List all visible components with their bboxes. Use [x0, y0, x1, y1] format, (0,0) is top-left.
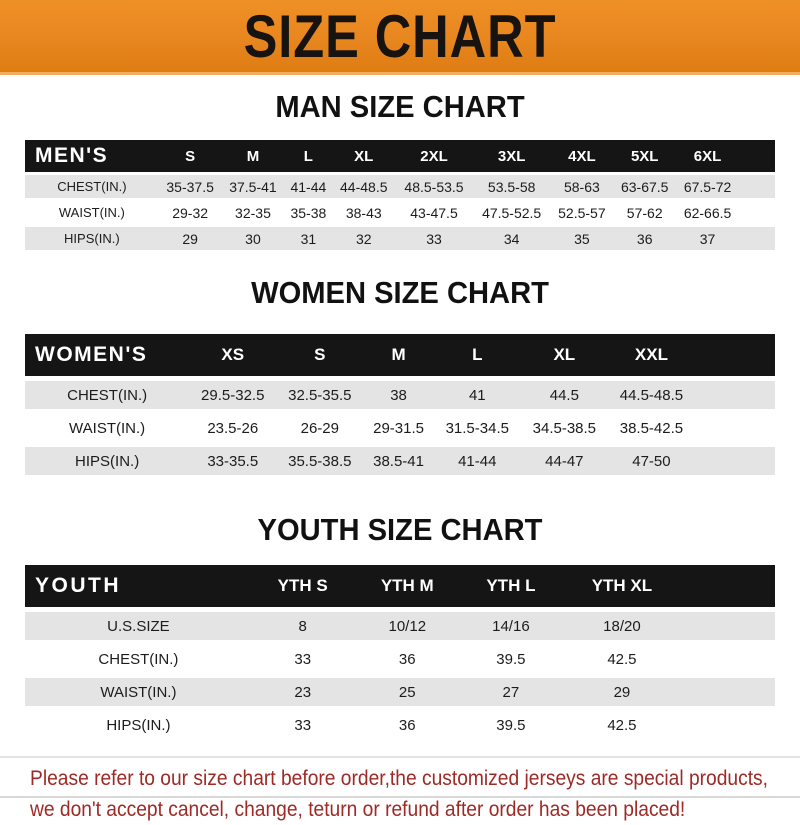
size-value-cell: 47-50 [632, 452, 671, 470]
size-value-cell: 53.5-58 [487, 178, 536, 195]
women-section-heading: WOMEN SIZE CHART [251, 275, 549, 310]
page-title: SIZE CHART [243, 1, 557, 71]
size-value-cell: 30 [245, 230, 261, 247]
size-column-header: YTH XL [561, 565, 683, 607]
size-table-row [25, 711, 775, 739]
row-label: CHEST(IN.) [67, 386, 148, 404]
row-label: U.S.SIZE [107, 617, 170, 635]
size-table-header-row [25, 140, 775, 172]
size-value-cell: 14/16 [492, 617, 530, 635]
size-value-cell: 57-62 [626, 204, 663, 221]
size-value-cell: 35.5-38.5 [288, 452, 352, 470]
filler-cell [683, 645, 775, 673]
filler-cell [695, 414, 775, 442]
size-column-header: M [222, 140, 285, 172]
size-value-cell: 37.5-41 [229, 178, 277, 195]
size-value-cell: 34.5-38.5 [532, 419, 597, 437]
size-value-cell: 41-44 [458, 452, 497, 470]
size-value-cell: 23.5-26 [207, 419, 259, 437]
size-table-row [25, 175, 775, 198]
filler-cell [739, 175, 775, 198]
filler-cell [695, 447, 775, 475]
size-column-header: 6XL [676, 140, 739, 172]
size-column-header: YTH M [354, 565, 461, 607]
size-value-cell: 41-44 [290, 178, 327, 195]
size-table-row [25, 414, 775, 442]
size-column-header: 4XL [550, 140, 613, 172]
size-value-cell: 67.5-72 [683, 178, 732, 195]
size-value-cell: 35-38 [290, 204, 327, 221]
filler-cell [739, 140, 775, 172]
banner [0, 0, 800, 75]
women-size-table [25, 329, 775, 480]
size-value-cell: 39.5 [496, 716, 526, 734]
size-column-header: XXL [608, 334, 695, 376]
size-value-cell: 47.5-52.5 [482, 204, 542, 221]
filler-cell [683, 711, 775, 739]
size-value-cell: 44.5-48.5 [619, 386, 684, 404]
disclaimer [0, 756, 800, 825]
size-table-row [25, 447, 775, 475]
row-label: HIPS(IN.) [106, 716, 171, 734]
section-men [0, 89, 800, 253]
size-value-cell: 37 [699, 230, 716, 247]
row-label: HIPS(IN.) [75, 452, 140, 470]
size-value-cell: 62-66.5 [683, 204, 732, 221]
size-column-header: S [276, 334, 363, 376]
size-value-cell: 35 [574, 230, 590, 247]
size-value-cell: 38.5-42.5 [619, 419, 684, 437]
size-value-cell: 35-37.5 [166, 178, 214, 195]
size-value-cell: 29 [182, 230, 198, 247]
size-table-row [25, 201, 775, 224]
size-value-cell: 58-63 [563, 178, 600, 195]
size-table-row [25, 678, 775, 706]
size-value-cell: 8 [298, 617, 307, 635]
size-value-cell: 33 [294, 650, 312, 668]
size-column-header: 2XL [395, 140, 473, 172]
row-label: CHEST(IN.) [98, 650, 179, 668]
bottom-edge-divider [0, 796, 800, 798]
row-label: WAIST(IN.) [100, 683, 177, 701]
size-value-cell: 34 [503, 230, 520, 247]
size-column-header: XL [521, 334, 608, 376]
size-value-cell: 31.5-34.5 [445, 419, 509, 437]
row-label: WAIST(IN.) [58, 205, 125, 220]
size-column-header: 5XL [613, 140, 676, 172]
size-value-cell: 33-35.5 [207, 452, 259, 470]
size-column-header: YTH S [252, 565, 354, 607]
size-table-row [25, 227, 775, 250]
size-column-header: S [159, 140, 222, 172]
filler-cell [695, 334, 775, 376]
size-value-cell: 36 [398, 650, 416, 668]
size-value-cell: 29-32 [172, 204, 209, 221]
disclaimer-line: Please refer to our size chart before order,the customized jerseys are special products, [30, 767, 769, 790]
table-corner-label: WOMEN'S [25, 334, 189, 376]
size-value-cell: 44-48.5 [340, 178, 388, 195]
section-youth [0, 512, 800, 744]
size-value-cell: 23 [294, 683, 312, 701]
filler-cell [739, 227, 775, 250]
size-column-header: M [363, 334, 433, 376]
size-value-cell: 38-43 [345, 204, 382, 221]
men-section-heading: MAN SIZE CHART [275, 89, 525, 124]
size-value-cell: 33 [294, 716, 312, 734]
disclaimer-line: we don't accept cancel, change, teturn or refund after order has been placed! [30, 798, 686, 821]
size-value-cell: 26-29 [300, 419, 339, 437]
filler-cell [739, 201, 775, 224]
size-value-cell: 38.5-41 [373, 452, 424, 470]
filler-cell [695, 381, 775, 409]
size-value-cell: 42.5 [607, 650, 637, 668]
size-value-cell: 36 [398, 716, 416, 734]
table-corner-label: MEN'S [25, 140, 159, 172]
size-value-cell: 48.5-53.5 [404, 178, 464, 195]
size-value-cell: 29-31.5 [373, 419, 424, 437]
size-value-cell: 44-47 [545, 452, 584, 470]
size-value-cell: 39.5 [496, 650, 526, 668]
filler-cell [683, 612, 775, 640]
size-value-cell: 38 [390, 386, 407, 404]
size-column-header: 3XL [473, 140, 551, 172]
size-table-row [25, 612, 775, 640]
size-value-cell: 36 [636, 230, 653, 247]
size-value-cell: 33 [426, 230, 442, 247]
size-value-cell: 32 [355, 230, 372, 247]
size-table-header-row [25, 334, 775, 376]
section-women [0, 275, 800, 480]
size-value-cell: 10/12 [388, 617, 427, 635]
size-value-cell: 18/20 [603, 617, 641, 635]
youth-size-table [25, 560, 775, 744]
size-column-header: L [284, 140, 332, 172]
size-value-cell: 41 [468, 386, 486, 404]
row-label: CHEST(IN.) [57, 179, 127, 194]
size-value-cell: 31 [300, 230, 317, 247]
size-table-header-row [25, 565, 775, 607]
size-column-header: XL [332, 140, 395, 172]
men-size-table [25, 137, 775, 253]
size-column-header: L [434, 334, 521, 376]
size-value-cell: 32.5-35.5 [288, 386, 352, 404]
row-label: HIPS(IN.) [64, 231, 120, 246]
filler-cell [683, 678, 775, 706]
size-value-cell: 25 [398, 683, 416, 701]
youth-section-heading: YOUTH SIZE CHART [257, 512, 543, 547]
size-column-header: YTH L [461, 565, 561, 607]
size-value-cell: 43-47.5 [410, 204, 458, 221]
table-corner-label: YOUTH [25, 565, 252, 607]
size-value-cell: 63-67.5 [620, 178, 669, 195]
size-value-cell: 29.5-32.5 [201, 386, 265, 404]
size-value-cell: 27 [502, 683, 520, 701]
filler-cell [683, 565, 775, 607]
size-table-row [25, 645, 775, 673]
row-label: WAIST(IN.) [69, 419, 146, 437]
size-table-row [25, 381, 775, 409]
size-column-header: XS [189, 334, 276, 376]
size-value-cell: 52.5-57 [558, 204, 606, 221]
size-value-cell: 29 [613, 683, 631, 701]
size-value-cell: 44.5 [549, 386, 579, 404]
size-value-cell: 32-35 [235, 204, 271, 221]
size-value-cell: 42.5 [607, 716, 637, 734]
